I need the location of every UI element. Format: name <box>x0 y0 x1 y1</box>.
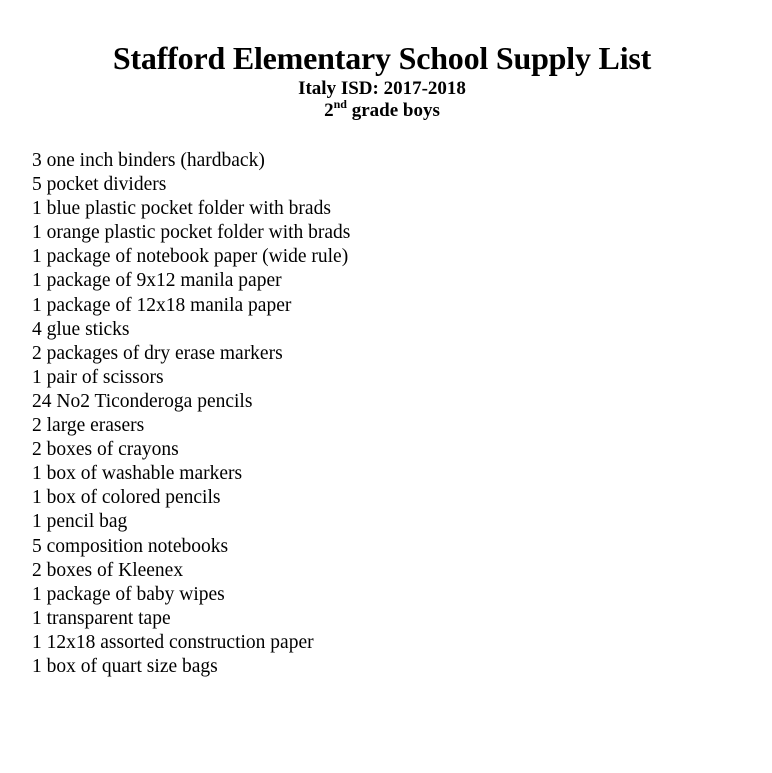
list-item: 1 package of 12x18 manila paper <box>32 294 292 316</box>
grade-number: 2 <box>324 100 334 121</box>
list-item: 5 composition notebooks <box>32 535 229 557</box>
list-item: 1 transparent tape <box>32 607 171 629</box>
supply-list <box>32 149 350 679</box>
page-title: Stafford Elementary School Supply List <box>112 40 652 76</box>
grade-heading <box>0 96 764 122</box>
list-item: 2 boxes of Kleenex <box>32 559 184 581</box>
list-item: 1 package of 9x12 manila paper <box>32 270 282 292</box>
list-item: 1 package of baby wipes <box>32 583 225 605</box>
list-item: 2 packages of dry erase markers <box>32 342 283 364</box>
district-year-subtitle: Italy ISD: 2017-2018 <box>298 78 466 99</box>
grade-ordinal-suffix: nd <box>333 96 347 111</box>
list-item: 1 box of quart size bags <box>32 655 218 677</box>
list-item: 1 12x18 assorted construction paper <box>32 631 314 653</box>
list-item: 1 orange plastic pocket folder with brads <box>32 222 351 244</box>
document-header <box>0 38 764 122</box>
list-item: 2 boxes of crayons <box>32 439 179 461</box>
list-item: 1 pair of scissors <box>32 366 164 388</box>
list-item: 3 one inch binders (hardback) <box>32 150 265 171</box>
list-item: 1 pencil bag <box>32 511 128 533</box>
list-item: 24 No2 Ticonderoga pencils <box>32 390 253 412</box>
list-item: 1 box of colored pencils <box>32 487 221 509</box>
list-item: 5 pocket dividers <box>32 174 167 196</box>
list-item: 1 blue plastic pocket folder with brads <box>32 198 331 220</box>
list-item: 1 package of notebook paper (wide rule) <box>32 246 349 268</box>
list-item: 1 box of washable markers <box>32 463 243 485</box>
list-item: 2 large erasers <box>32 415 145 437</box>
list-item: 4 glue sticks <box>32 318 130 340</box>
grade-text: grade boys <box>346 100 440 121</box>
